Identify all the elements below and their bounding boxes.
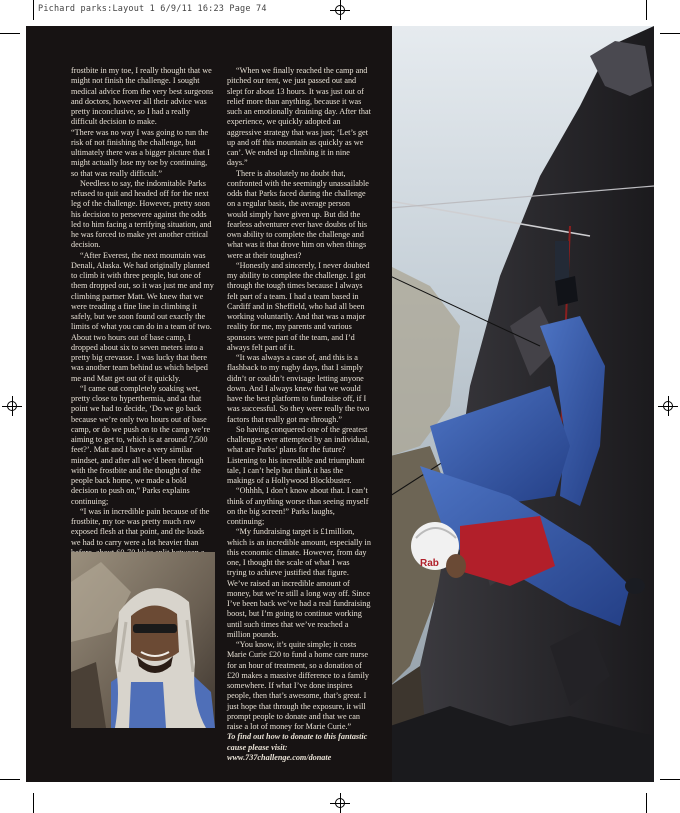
helmet-logo: Rab xyxy=(420,558,439,569)
crop-mark-icon xyxy=(0,33,20,34)
crop-mark-icon xyxy=(660,33,680,34)
paragraph: frostbite in my toe, I really thought that we might not finish the challenge. I sought medical advice from the very best surgeons and doctors, however all their advice was pretty inconclusive, so I had a really difficult decision to make. xyxy=(71,66,214,127)
portrait-photo xyxy=(71,552,215,728)
paragraph: “There was no way I was going to run the risk of not finishing the challenge, but ultimately there was a bigger picture that I might actually lose my toe by continuing, so that was really difficult.” xyxy=(71,127,210,178)
paragraph: “Ohhhh, I don’t know about that. I can’t think of anything worse than seeing myself on the big screen!” Parks laughs, continuing; xyxy=(227,486,369,526)
crop-mark-icon xyxy=(33,0,34,20)
registration-mark-icon xyxy=(660,398,676,414)
crop-mark-icon xyxy=(646,0,647,20)
paragraph: “Honestly and sincerely, I never doubted my ability to complete the challenge. I got through the tough times because I always felt part of a team. I had a team based in Cardiff and in Sheffield, who had all been working voluntarily. And that was a major reality for me, my parents and various sponsors were part of the team, and I’d always felt part of it. xyxy=(227,260,370,352)
paragraph: “You know, it’s quite simple; it costs Marie Curie £20 to fund a home care nurse for an hour of treatment, so a donation of £20 makes a massive difference to a family somewhere. If what I’ve done inspires people, then that’s awesome, that’s great. I just hope that through the exposure, it will prompt people to donate and that we can raise a lot of money for Marie Curie.” xyxy=(227,640,369,731)
crop-mark-icon xyxy=(33,793,34,813)
paragraph: Needless to say, the indomitable Parks refused to quit and headed off for the next leg of the challenge. However, pretty soon his decision to persevere against the odds led to him facing a terrifying situation, and he was forced to make yet another critical decision. xyxy=(71,178,212,250)
paragraph: “It was always a case of, and this is a flashback to my rugby days, that I simply didn’t or couldn’t envisage letting anyone down. And I always knew that we would have the best platform to fundraise off, if I was successful. So they were really the two factors that really got me through.” xyxy=(227,353,370,424)
climber-photo xyxy=(390,26,654,782)
paragraph: “I was in incredible pain because of the frostbite, my toe was pretty much raw exposed flesh at that point, and the loads we had to carry were a lot heavier than xyxy=(71,506,210,547)
paragraph: “I came out completely soaking wet, pretty close to hyperthermia, and at that point we had to decide, ‘Do we go back because we’re only two hours out of base camp, or do we push on to the camp we’re aiming to get to, which is at around 7,500 feet?’. Matt and I have a very similar mindset, and after all we’d been through with the frostbite and the thought of the people back home, we made a bold decision to push on,” Parks explains continuing; xyxy=(71,383,211,506)
crop-mark-icon xyxy=(660,779,680,780)
crop-mark-icon xyxy=(0,779,20,780)
registration-mark-icon xyxy=(332,2,348,18)
paragraph: There is absolutely no doubt that, confronted with the seemingly unassailable odds that Parks faced during the challenge on a regular basis, the average person would simply have given up. But did the fearless adventurer ever have doubts of his own ability to complete the challenge and what was it that drove him on when things were at their toughest? xyxy=(227,168,369,260)
paragraph: “When we finally reached the camp and pitched our tent, we just passed out and slept for about 13 hours. It was just out of relief more than anything, because it was such an emotionally draining day. After that experience, we quickly adopted an aggressive strategy that was just; ‘Let’s get up and off this mountain as quickly as we can’. We ended up climbing it in nine days.” xyxy=(227,66,371,168)
crop-mark-icon xyxy=(646,793,647,813)
donate-call-to-action[interactable]: To find out how to donate to this fantastic cause please visit: www.737challenge.com/donate xyxy=(227,732,368,762)
paragraph: “My fundraising target is £1million, which is an incredible amount, especially in this economic climate. However, from day one, I thought the scale of what I was trying to achieve justified that figure. We’ve raised an incredible amount of money, but we’re still a long way off. Since I’ve been back we’ve had a real fundraising boost, but I’m going to continue working until such times that we’ve reached a million pounds. xyxy=(227,527,371,639)
slug-line: Pichard parks:Layout 1 6/9/11 16:23 Page 74 xyxy=(38,4,267,14)
registration-mark-icon xyxy=(4,398,20,414)
magazine-page xyxy=(26,26,654,782)
article-column-2 xyxy=(227,66,371,763)
paragraph: So having conquered one of the greatest challenges ever attempted by an individual, what are Parks’ plans for the future? Listening to his incredible and triumphant tale, I can’t help but think it has the makings of a Hollywood Blockbuster. xyxy=(227,424,370,485)
paragraph: “After Everest, the next mountain was Denali, Alaska. We had originally planned to climb it with three people, but one of them dropped out, so it was just me and my climbing partner Matt. We knew that we were treading a fine line in climbing it safely, but we soon found out exactly the limits of what you can do in a team of two. About two hours out of base camp, I dropped about six to seven meters into a pretty big crevasse. I was lucky that there was another team behind us which helped me and Matt get out of it quickly. xyxy=(71,250,214,383)
registration-mark-icon xyxy=(332,795,348,811)
article-column-1 xyxy=(71,66,215,599)
